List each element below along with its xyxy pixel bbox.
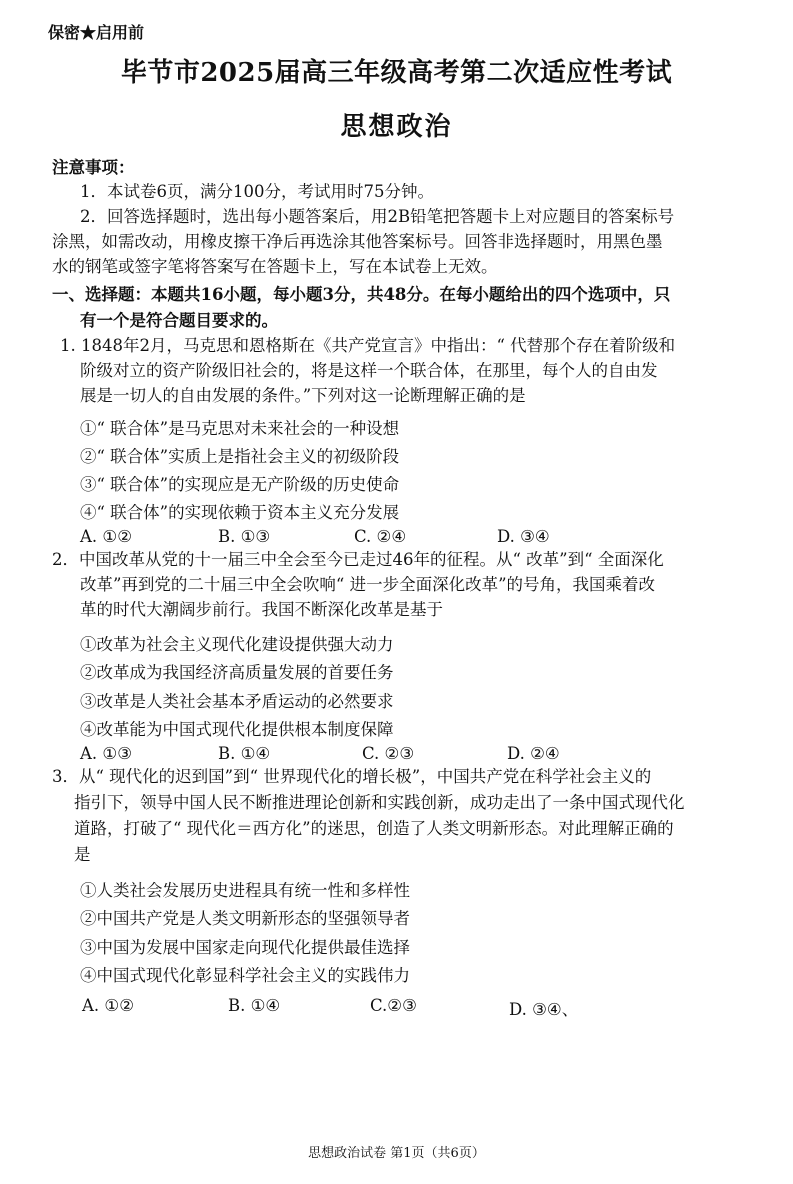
statement-option: ①人类社会发展历史进程具有统一性和多样性 [80,881,410,900]
notice-line: 2．回答选择题时，选出每小题答案后，用2B铅笔把答题卡上对应题目的答案标号 [80,207,675,226]
answer-choice-b: B. ①④ [228,996,281,1015]
question-stem: 展是一切人的自由发展的条件。”下列对这一论断理解正确的是 [80,386,526,405]
notice-line: 水的钢笔或签字笔将答案写在答题卡上，写在本试卷上无效。 [52,257,498,276]
statement-option: ④中国式现代化彰显科学社会主义的实践伟力 [80,966,410,985]
question-stem: 阶级对立的资产阶级旧社会的，将是这样一个联合体，在那里，每个人的自由发 [80,361,658,380]
answer-choice-a: A. ①② [80,527,132,546]
answer-choice-b: B. ①③ [218,527,271,546]
answer-choice-a: A. ①② [82,996,134,1015]
question-stem: 3．从“ 现代化的迟到国”到“ 世界现代化的增长极”，中国共产党在科学社会主义的 [52,767,652,786]
notice-line: 1．本试卷6页，满分100分，考试用时75分钟。 [80,182,434,201]
confidential-label: 保密★启用前 [48,23,145,42]
section-heading: 一、选择题：本题共16小题，每小题3分，共48分。在每小题给出的四个选项中，只 [52,285,671,304]
answer-choice-c: C.②③ [370,996,417,1015]
question-stem: 2．中国改革从党的十一届三中全会至今已走过46年的征程。从“ 改革”到“ 全面深化 [52,550,664,569]
answer-choice-d: D. ③④、 [509,1000,579,1019]
subject-title: 思想政治 [340,112,453,142]
answer-choice-b: B. ①④ [218,744,271,763]
page-footer: 思想政治试卷 第1页（共6页） [308,1146,485,1161]
answer-choice-a: A. ①③ [80,744,132,763]
notice-heading: 注意事项： [52,158,135,177]
question-stem: 是 [74,845,91,864]
section-heading-cont: 有一个是符合题目要求的。 [80,311,278,330]
question-stem: 改革”再到党的二十届三中全会吹响“ 进一步全面深化改革”的号角，我国乘着改 [80,575,656,594]
statement-option: ①改革为社会主义现代化建设提供强大动力 [80,635,394,654]
statement-option: ③“ 联合体”的实现应是无产阶级的历史使命 [80,475,400,494]
answer-choice-d: D. ③④ [497,527,550,546]
statement-option: ③改革是人类社会基本矛盾运动的必然要求 [80,692,394,711]
exam-title: 毕节市2025届高三年级高考第二次适应性考试 [120,58,673,88]
question-stem: 道路，打破了“ 现代化＝西方化”的迷思，创造了人类文明新形态。对此理解正确的 [74,819,674,838]
statement-option: ②改革成为我国经济高质量发展的首要任务 [80,663,394,682]
notice-line: 涂黑，如需改动，用橡皮擦干净后再选涂其他答案标号。回答非选择题时，用黑色墨 [52,232,663,251]
answer-choice-c: C. ②③ [362,744,415,763]
statement-option: ②中国共产党是人类文明新形态的坚强领导者 [80,909,410,928]
statement-option: ④“ 联合体”的实现依赖于资本主义充分发展 [80,503,400,522]
statement-option: ②“ 联合体”实质上是指社会主义的初级阶段 [80,447,400,466]
statement-option: ③中国为发展中国家走向现代化提供最佳选择 [80,938,410,957]
question-stem: 1. 1848年2月，马克思和恩格斯在《共产党宣言》中指出：“ 代替那个存在着阶级和 [60,336,676,355]
answer-choice-c: C. ②④ [354,527,407,546]
statement-option: ④改革能为中国式现代化提供根本制度保障 [80,720,394,739]
question-stem: 革的时代大潮阔步前行。我国不断深化改革是基于 [80,600,443,619]
answer-choice-d: D. ②④ [507,744,560,763]
statement-option: ①“ 联合体”是马克思对未来社会的一种设想 [80,419,400,438]
question-stem: 指引下，领导中国人民不断推进理论创新和实践创新，成功走出了一条中国式现代化 [74,793,685,812]
